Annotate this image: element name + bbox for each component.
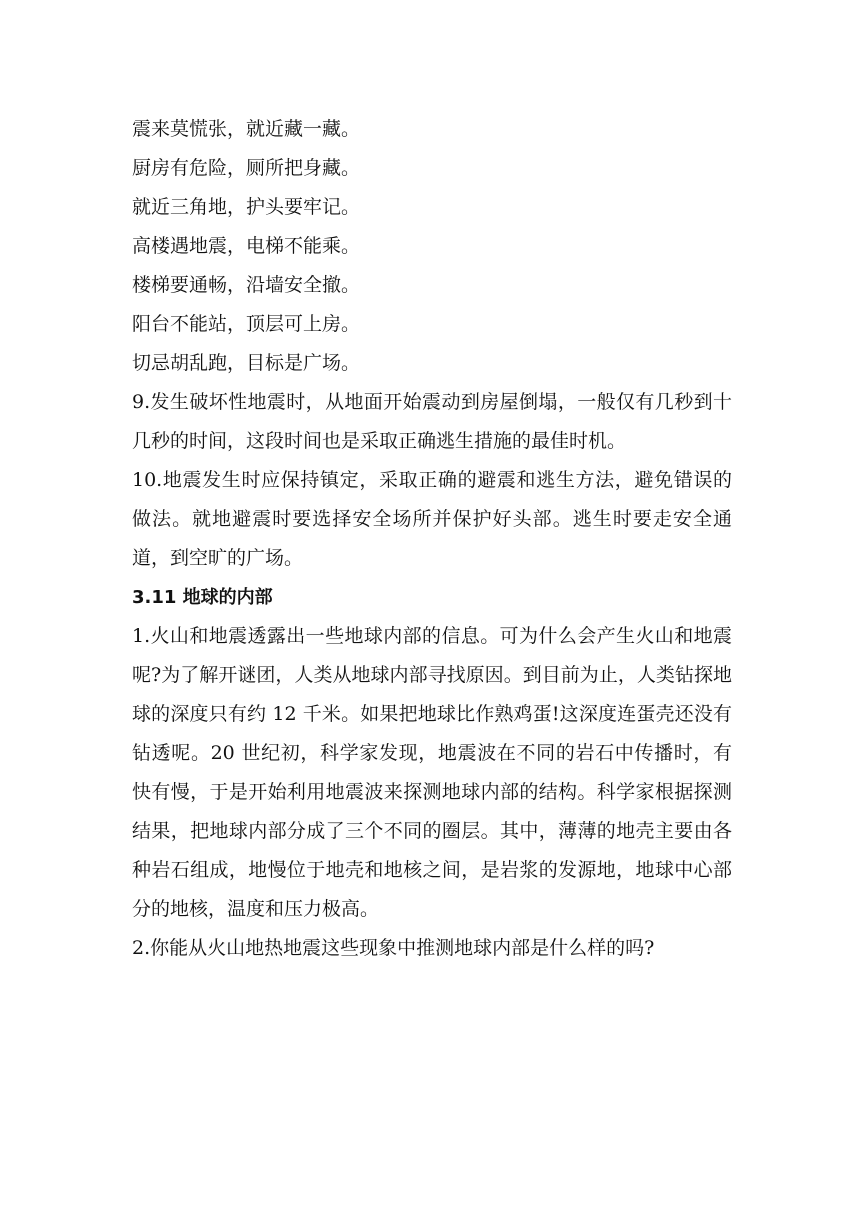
rhyme-line: 阳台不能站，顶层可上房。	[132, 313, 361, 335]
paragraph-10: 10.地震发生时应保持镇定，采取正确的避震和逃生方法，避免错误的做法。就地避震时要选择安全场所并保护好头部。逃生时要走安全通道，到空旷的广场。	[132, 469, 732, 569]
section-paragraph-1: 1.火山和地震透露出一些地球内部的信息。可为什么会产生火山和地震呢?为了解开谜团，人类从地球内部寻找原因。到目前为止，人类钻探地球的深度只有约 12 千米。如果把地球比作熟鸡蛋!这深度连蛋壳还没有钻透呢。20 世纪初，科学家发现，地震波在不同的岩石中传播时，有快有慢，于是开始利用地震波来探测地球内部的结构。科学家根据探测结果，把地球内部分成了三个不同的圈层。其中，薄薄的地壳主要由各种岩石组成，地慢位于地壳和地核之间，是岩浆的发源地，地球中心部分的地核，温度和压力极高。	[132, 625, 732, 920]
rhyme-line: 厨房有危险，厕所把身藏。	[132, 157, 361, 179]
document-body	[132, 110, 732, 968]
earthquake-rhyme	[132, 110, 732, 383]
section-heading: 3.11 地球的内部	[132, 587, 273, 608]
section-paragraph-2: 2.你能从火山地热地震这些现象中推测地球内部是什么样的吗?	[132, 937, 655, 959]
rhyme-line: 震来莫慌张，就近藏一藏。	[132, 118, 361, 140]
rhyme-line: 楼梯要通畅，沿墙安全撤。	[132, 274, 361, 296]
paragraph-9: 9.发生破坏性地震时，从地面开始震动到房屋倒塌，一般仅有几秒到十几秒的时间，这段时间也是采取正确逃生措施的最佳时机。	[132, 391, 732, 452]
rhyme-line: 就近三角地，护头要牢记。	[132, 196, 361, 218]
rhyme-line: 切忌胡乱跑，目标是广场。	[132, 352, 361, 374]
rhyme-line: 高楼遇地震，电梯不能乘。	[132, 235, 361, 257]
